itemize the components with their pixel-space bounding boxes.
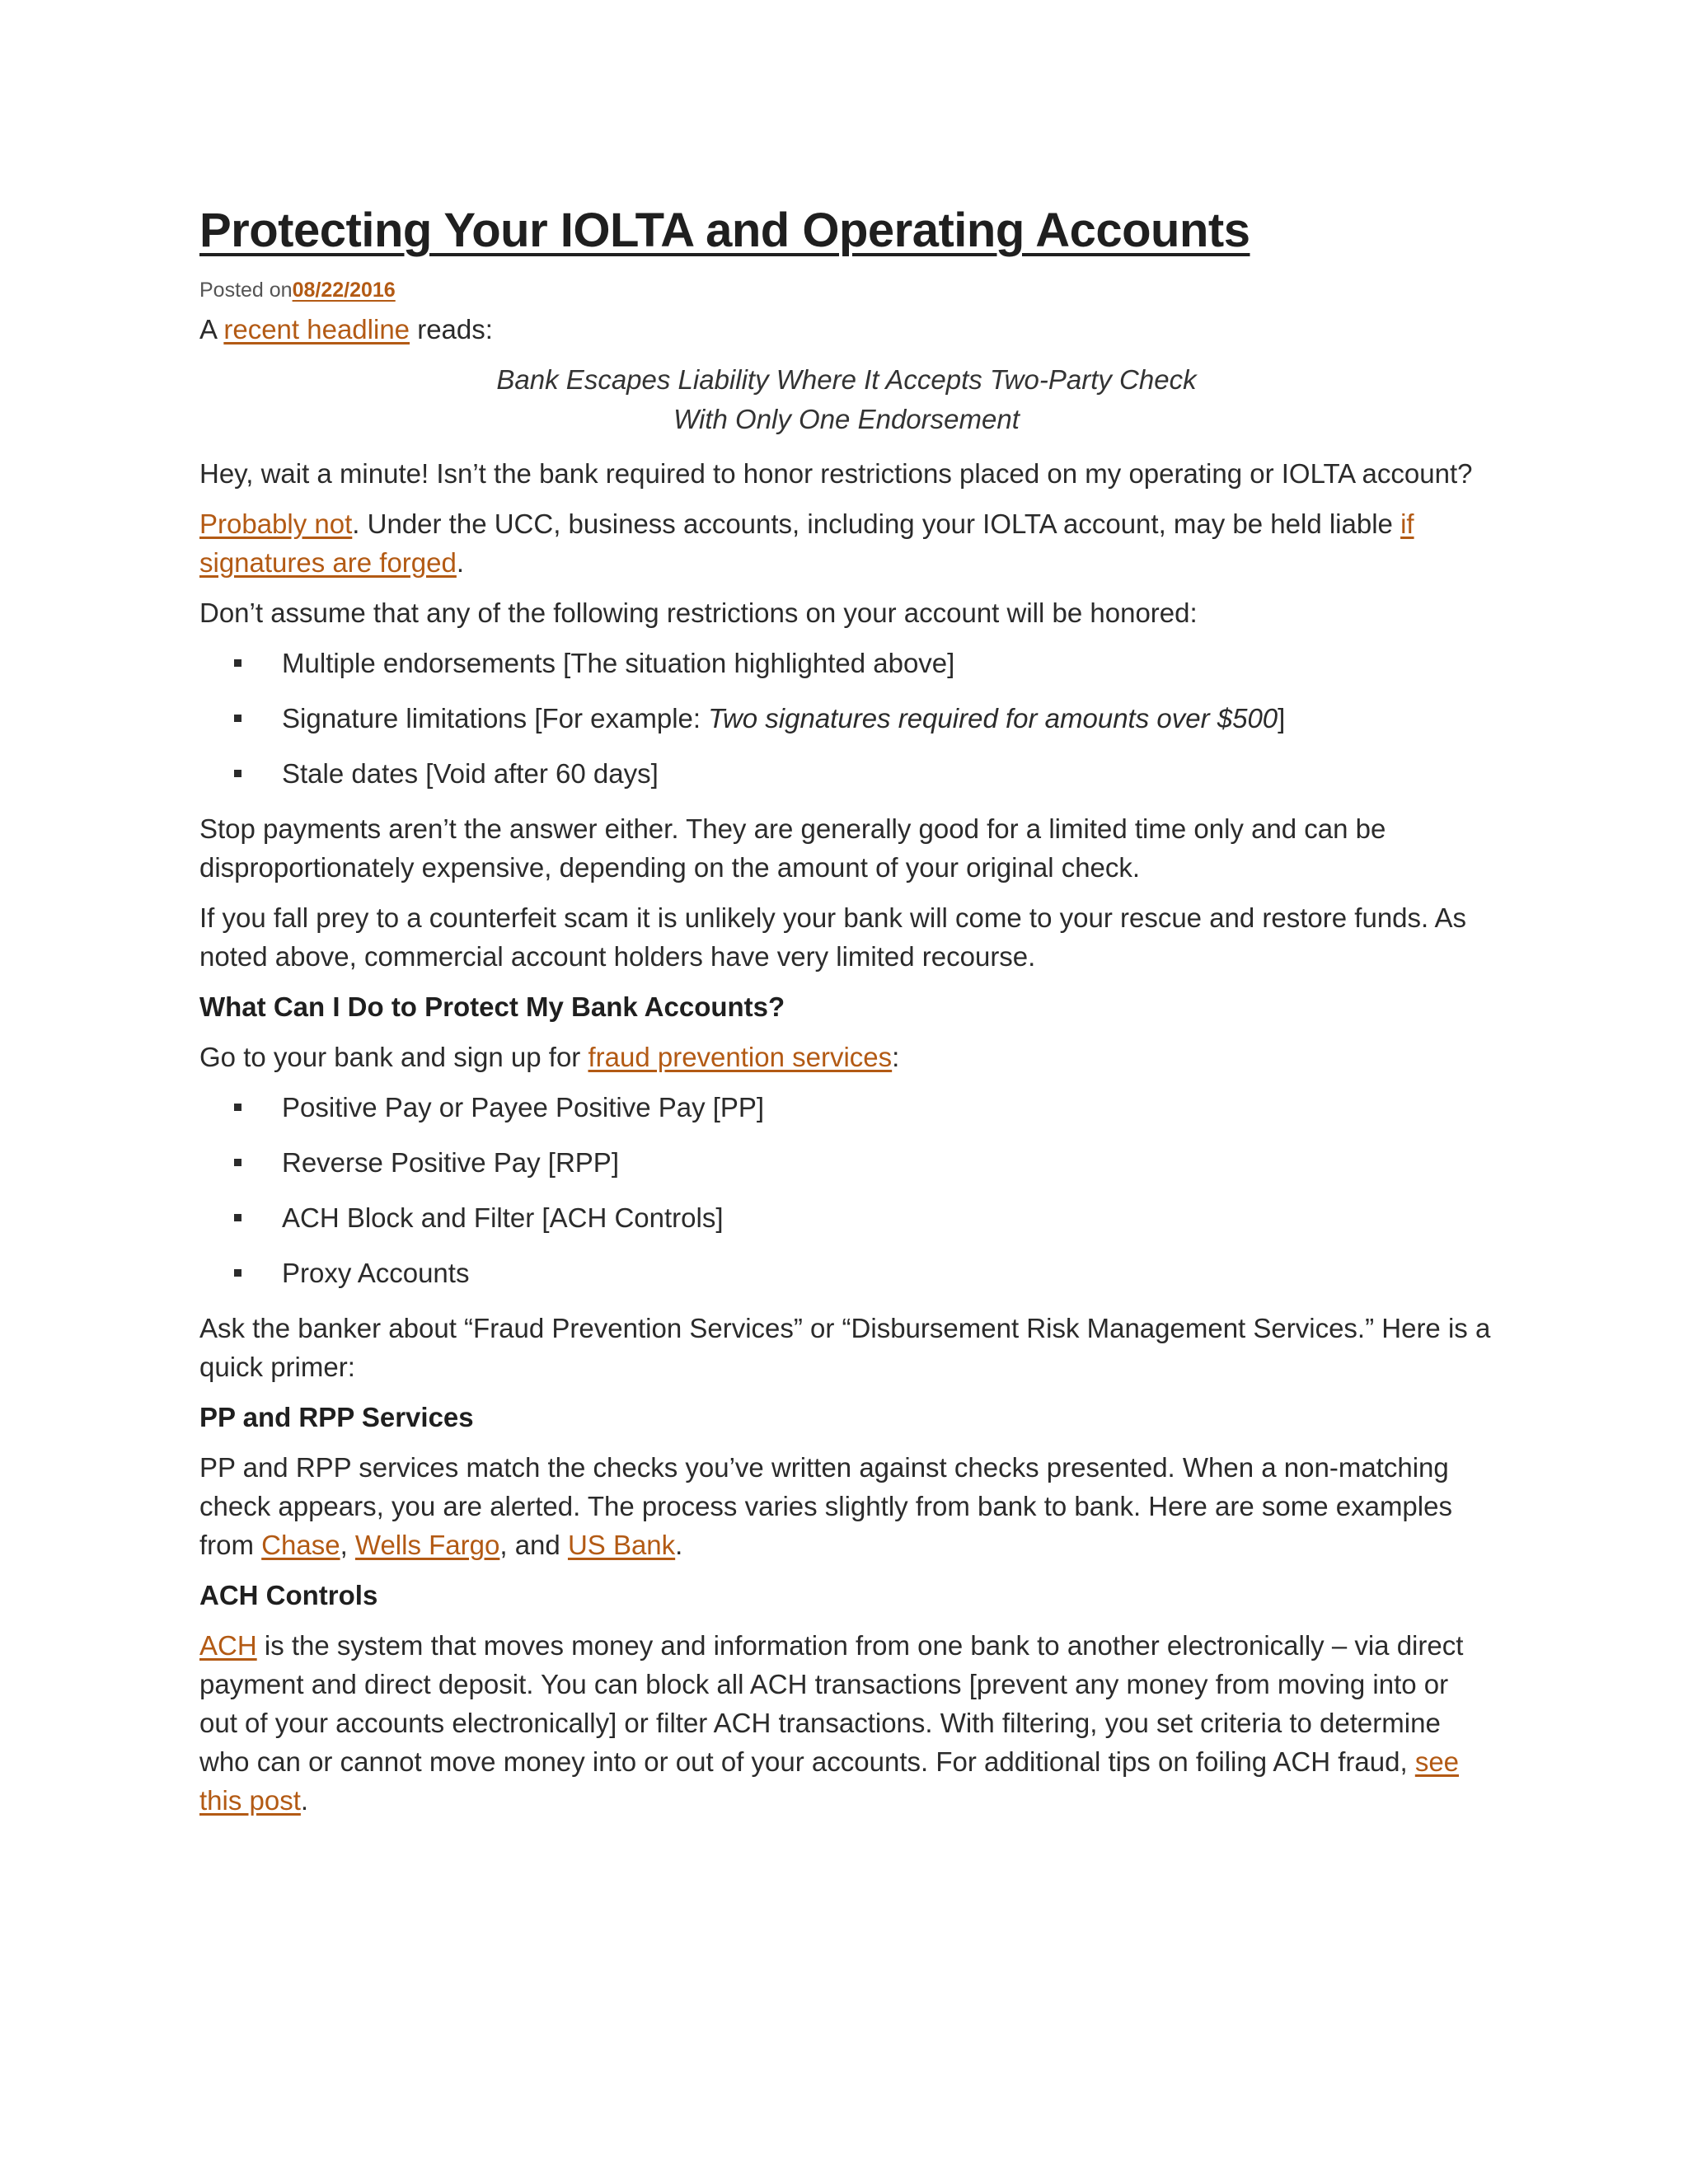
list-item: Reverse Positive Pay [RPP] [199,1143,1493,1182]
quote-line-2: With Only One Endorsement [673,404,1020,434]
see-this-post-link[interactable]: see this post [199,1746,1460,1816]
signup-before: Go to your bank and sign up for [199,1042,588,1072]
list-item [199,699,1493,738]
page-title: Protecting Your IOLTA and Operating Accounts [199,204,1250,257]
ach-paragraph [199,1626,1493,1820]
quote-line-1: Bank Escapes Liability Where It Accepts Two-Party Check [496,364,1197,395]
item2-after: ] [1278,703,1286,733]
list-item: Proxy Accounts [199,1254,1493,1292]
signup-paragraph [199,1038,1493,1076]
chase-link[interactable]: Chase [261,1530,340,1560]
item2-before: Signature limitations [For example: [282,703,709,733]
stop-payments-paragraph: Stop payments aren’t the answer either. They are generally good for a limited time only and can be disproportionately expensive, depending on the amount of your original check. [199,813,1386,883]
article-body [199,198,1493,1831]
question-paragraph: Hey, wait a minute! Isn’t the bank required to honor restrictions placed on my operating or IOLTA account? [199,458,1473,489]
recent-headline-link[interactable]: recent headline [223,314,410,344]
ucc-paragraph [199,504,1493,582]
list-item: Stale dates [Void after 60 days] [199,754,1493,793]
ach-link[interactable]: ACH [199,1630,257,1661]
pp-end: . [675,1530,683,1560]
restrictions-list [199,644,1493,793]
signatures-forged-link[interactable]: if signatures are forged [199,509,1414,578]
ucc-middle-text: . Under the UCC, business accounts, including your IOLTA account, may be held liable [352,509,1401,539]
probably-not-link[interactable]: Probably not [199,509,353,539]
posted-line [199,275,1493,305]
us-bank-link[interactable]: US Bank [567,1530,676,1560]
pp-rpp-heading: PP and RPP Services [199,1402,474,1432]
ucc-end: . [456,547,465,578]
posted-label: Posted on [199,279,293,302]
pp-sep1: , [340,1530,355,1560]
counterfeit-paragraph: If you fall prey to a counterfeit scam it is unlikely your bank will come to your rescue and restore funds. As noted above, commercial account holders have very limited recourse. [199,902,1467,972]
ach-heading: ACH Controls [199,1580,378,1610]
list-item: ACH Block and Filter [ACH Controls] [199,1198,1493,1237]
pp-rpp-paragraph [199,1448,1493,1564]
intro-after: reads: [410,314,493,344]
signup-after: : [892,1042,900,1072]
protect-heading: What Can I Do to Protect My Bank Accounts? [199,991,785,1022]
dont-assume-paragraph: Don’t assume that any of the following restrictions on your account will be honored: [199,598,1198,628]
item2-italic: Two signatures required for amounts over $500 [708,703,1278,733]
fraud-prevention-link[interactable]: fraud prevention services [588,1042,893,1072]
services-list [199,1088,1493,1292]
wells-fargo-link[interactable]: Wells Fargo [354,1530,500,1560]
posted-date-link[interactable]: 08/22/2016 [292,279,396,302]
ask-banker-paragraph: Ask the banker about “Fraud Prevention Services” or “Disbursement Risk Management Services.” Here is a quick primer: [199,1313,1491,1382]
ach-end: . [300,1785,309,1816]
headline-quote [199,360,1493,439]
list-item: Positive Pay or Payee Positive Pay [PP] [199,1088,1493,1127]
ach-text: is the system that moves money and information from one bank to another electronically – via direct payment and direct deposit. You can block all ACH transactions [prevent any money from moving into or out of your accounts electronically] or filter ACH transactions. With filtering, you set criteria to determine who can or cannot move money into or out of your accounts. For additional tips on foiling ACH fraud, [199,1630,1464,1777]
intro-paragraph [199,310,1493,349]
pp-text: PP and RPP services match the checks you’ve written against checks presented. When a non-matching check appears, you are alerted. The process varies slightly from bank to bank. Here are some examples from [199,1452,1452,1560]
pp-sep2: , and [499,1530,568,1560]
list-item: Multiple endorsements [The situation highlighted above] [199,644,1493,682]
intro-before: A [199,314,224,344]
